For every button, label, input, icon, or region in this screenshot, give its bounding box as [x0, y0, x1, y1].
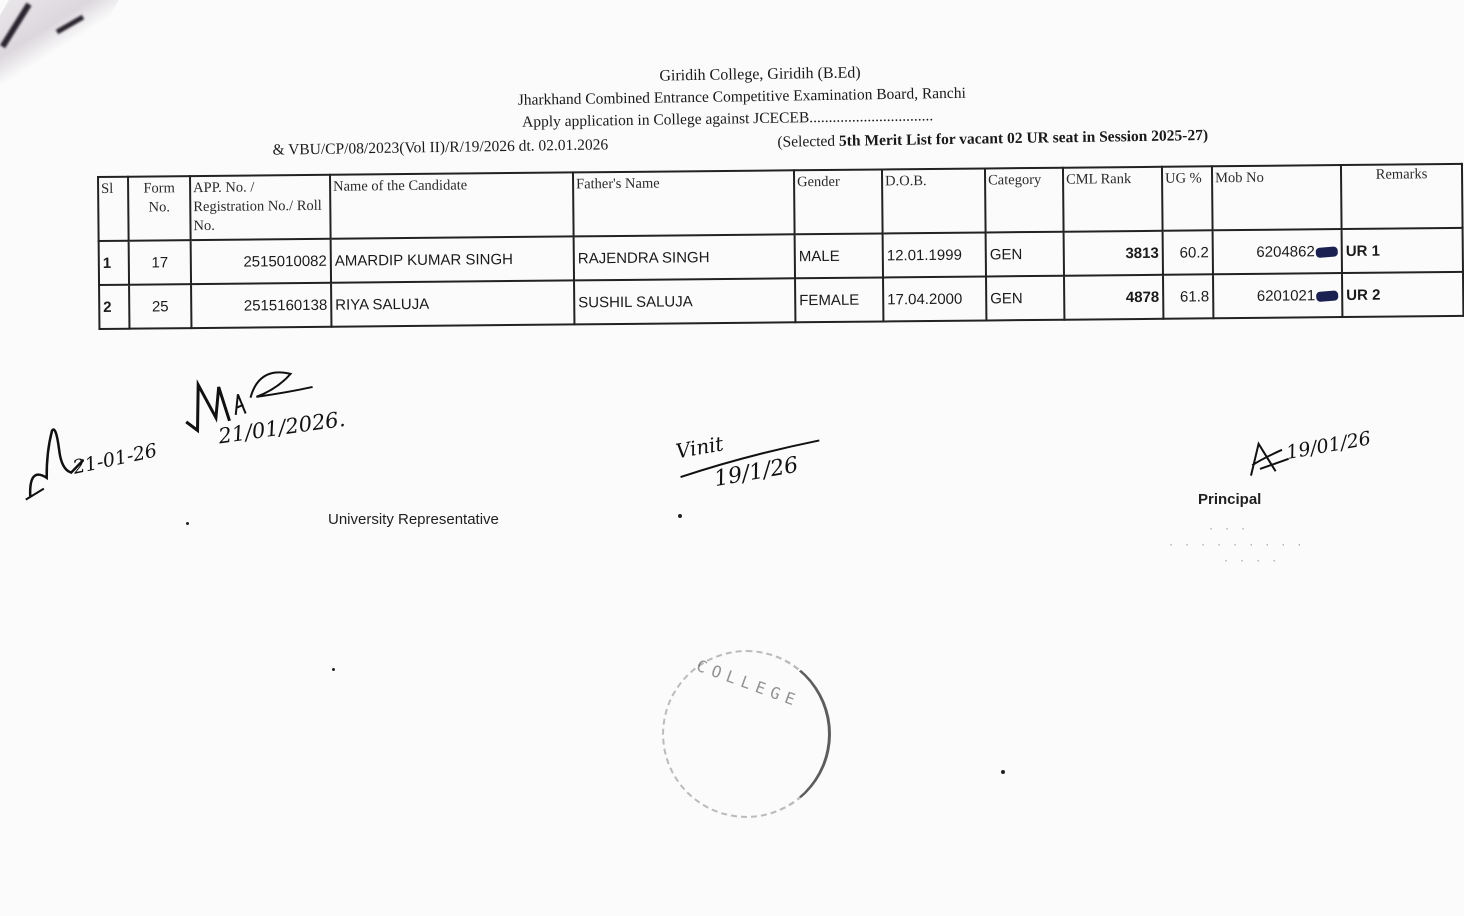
col-gender: Gender [794, 169, 883, 234]
merit-note-bold: 5th Merit List [838, 131, 933, 150]
reference-number: & VBU/CP/08/2023(Vol II)/R/19/2026 dt. 02.01.2026 [272, 136, 609, 159]
col-form-no: Form No. [128, 176, 191, 241]
col-sl: Sl [98, 177, 129, 241]
university-representative-label: University Representative [328, 511, 499, 528]
college-stamp [662, 650, 831, 818]
redaction-scribble [1315, 246, 1338, 258]
cell-mob-no [1213, 273, 1342, 318]
ink-dot [678, 514, 682, 518]
cell-sl: 2 [99, 285, 129, 329]
col-remarks: Remarks [1341, 164, 1463, 229]
cell-gender: MALE [795, 233, 883, 278]
cell-category: GEN [986, 232, 1064, 277]
cell-remarks: UR 1 [1342, 228, 1463, 273]
cell-candidate-name: RIYA SALUJA [331, 280, 574, 326]
cell-candidate-name: AMARDIP KUMAR SINGH [331, 236, 574, 282]
col-father-name: Father's Name [573, 170, 795, 236]
merit-list-table [97, 163, 1464, 330]
col-ug-percent: UG % [1162, 166, 1213, 230]
cell-cml-rank: 4878 [1064, 275, 1163, 320]
cell-father-name: SUSHIL SALUJA [574, 278, 795, 324]
ink-dot [186, 522, 189, 525]
cell-ug-percent: 60.2 [1163, 230, 1213, 274]
cell-father-name: RAJENDRA SINGH [574, 234, 795, 280]
cell-app-no: 2515010082 [191, 239, 331, 284]
cell-dob: 17.04.2000 [883, 276, 986, 321]
cell-sl: 1 [99, 241, 129, 285]
mob-number-visible: 6204862 [1256, 242, 1315, 261]
apply-line: Apply application in College against JCECEB................................ [521, 107, 934, 131]
signature-4-date: 19/01/26 [1284, 427, 1373, 464]
signature-1-date: 21-01-26 [70, 439, 160, 479]
col-dob: D.O.B. [882, 168, 986, 233]
merit-note-prefix: (Selected [777, 132, 840, 151]
cell-gender: FEMALE [795, 277, 883, 322]
cell-dob: 12.01.1999 [883, 232, 986, 277]
signature-3-name: Vinit [673, 431, 726, 464]
document-header [249, 51, 1310, 168]
ink-dot [332, 668, 335, 671]
redaction-scribble [1316, 290, 1339, 302]
cell-cml-rank: 3813 [1064, 231, 1163, 276]
ink-dot [1001, 770, 1005, 774]
cell-category: GEN [986, 276, 1064, 321]
cell-remarks: UR 2 [1342, 272, 1463, 317]
principal-label: Principal [1198, 491, 1262, 508]
merit-list-note [777, 127, 1208, 152]
mob-number-visible: 6201021 [1256, 286, 1316, 305]
cell-app-no: 2515160138 [191, 283, 331, 328]
cell-ug-percent: 61.8 [1163, 274, 1213, 318]
col-mob-no: Mob No [1212, 165, 1342, 230]
signature-2-date: 21/01/2026. [216, 406, 347, 449]
stamp-text: COLLEGE [694, 655, 804, 712]
board-name: Jharkhand Combined Entrance Competitive Examination Board, Ranchi [517, 84, 966, 109]
col-cml-rank: CML Rank [1063, 167, 1163, 232]
merit-note-suffix: for vacant 02 UR seat in Session 2025-27) [931, 126, 1209, 149]
cell-form-no: 17 [129, 240, 191, 285]
col-category: Category [985, 168, 1064, 233]
cell-form-no: 25 [129, 284, 191, 329]
merit-list-table-wrapper [97, 163, 1464, 330]
faint-principal-seal: · · · · · · · · · · · · · · · · [1168, 524, 1305, 567]
signature-3-date: 19/1/26 [712, 452, 801, 493]
cell-mob-no [1213, 229, 1342, 274]
col-app-no: APP. No. / Registration No./ Roll No. [190, 175, 331, 240]
college-title: Giridih College, Giridih (B.Ed) [659, 64, 861, 85]
col-candidate-name: Name of the Candidate [330, 172, 574, 238]
